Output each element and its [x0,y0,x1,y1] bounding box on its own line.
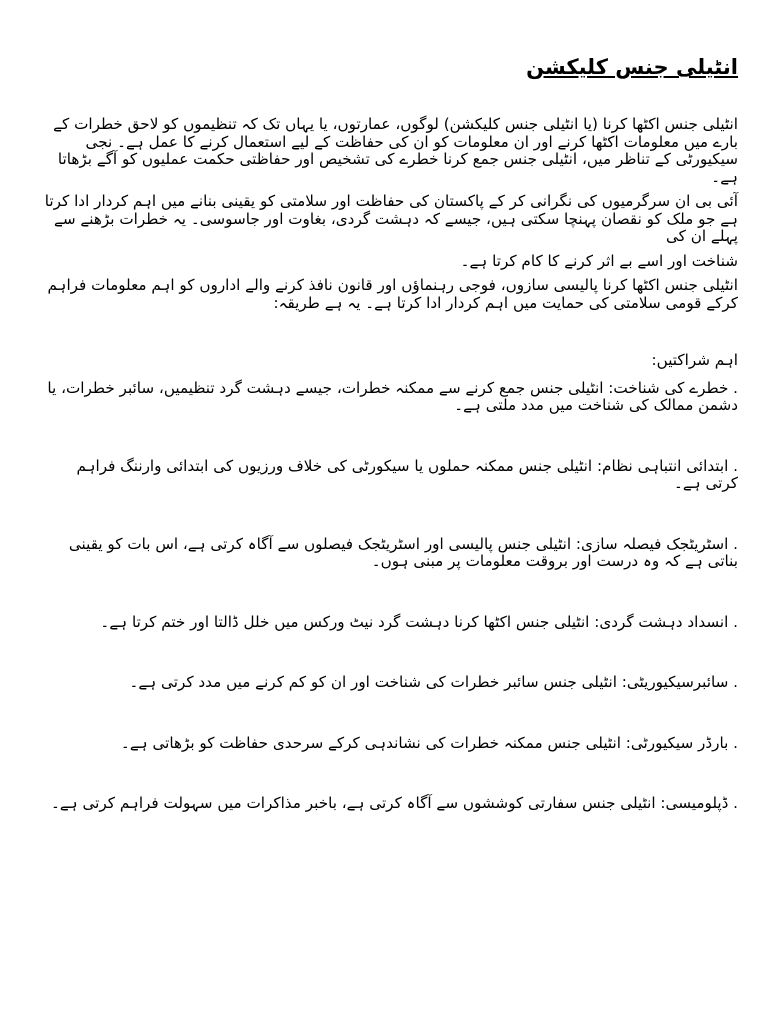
document-title: انٹیلی جنس کلیکشن [526,55,738,79]
list-item: . ڈپلومیسی: انٹیلی جنس سفارتی کوششوں سے آگاہ کرتی ہے، باخبر مذاکرات میں سہولت فراہم کرتی ہے۔ [50,794,738,812]
list-item: . اسٹریٹجک فیصلہ سازی: انٹیلی جنس پالیسی اور اسٹریٹجک فیصلوں سے آگاہ کرتی ہے، اس بات کو یقینی بناتی ہے کہ وہ درست اور بروقت معلومات پر مبنی ہوں۔ [68,534,738,570]
list-item: . ابتدائی انتباہی نظام: انٹیلی جنس ممکنہ حملوں یا سیکورٹی کی خلاف ورزیوں کی ابتدائی وارننگ فراہم کرتی ہے۔ [76,456,738,492]
paragraph-national-security: انٹیلی جنس اکٹھا کرنا پالیسی سازوں، فوجی رہنماؤں اور قانون نافذ کرنے والے اداروں کو اہم معلومات فراہم کرکے قومی سلامتی کی حمایت میں اہم کردار ادا کرتا ہے۔ یہ ہے طریقہ: [47,276,738,312]
contributions-list [40,380,738,813]
list-heading: اہم شراکتیں: [651,351,738,369]
list-item: . سائبرسیکیوریٹی: انٹیلی جنس سائبر خطرات کی شناخت اور ان کو کم کرنے میں مدد کرتی ہے۔ [129,673,738,691]
paragraph-intro: انٹیلی جنس اکٹھا کرنا (یا انٹیلی جنس کلیکشن) لوگوں، عمارتوں، یا یہاں تک کہ تنظیموں کو لاحق خطرات کے بارے میں معلومات اکٹھا کرنے اور ان معلومات کو ان کی حفاظت کے لیے استعمال کرنے کا عمل ہے۔ نجی سیکیورٹی کے تناظر میں، انٹیلی جنس جمع کرنا خطرے کی تشخیص اور حفاظتی حکمت عملیوں کو آگے بڑھاتا ہے۔ [53,115,738,186]
paragraph-ib-role: آئی بی ان سرگرمیوں کی نگرانی کر کے پاکستان کی حفاظت اور سلامتی کو یقینی بنانے میں اہم کردار ادا کرتا ہے جو ملک کو نقصان پہنچا سکتی ہیں، جیسے کہ دہشت گردی، بغاوت اور جاسوسی۔ یہ خطرات بڑھنے سے پہلے ان کی [44,192,738,245]
list-item: . خطرے کی شناخت: انٹیلی جنس جمع کرنے سے ممکنہ خطرات، جیسے دہشت گرد تنظیمیں، سائبر خطرات، یا دشمن ممالک کی شناخت میں مدد ملتی ہے۔ [47,378,738,414]
list-item: . بارڈر سیکیورٹی: انٹیلی جنس ممکنہ خطرات کی نشاندہی کرکے سرحدی حفاظت کو بڑھاتی ہے۔ [120,733,738,752]
list-item: . انسداد دہشت گردی: انٹیلی جنس اکٹھا کرنا دہشت گرد نیٹ ورکس میں خلل ڈالتا اور ختم کرتا ہے۔ [100,612,738,631]
paragraph-ib-role-continued: شناخت اور اسے بے اثر کرنے کا کام کرتا ہے۔ [460,251,738,270]
